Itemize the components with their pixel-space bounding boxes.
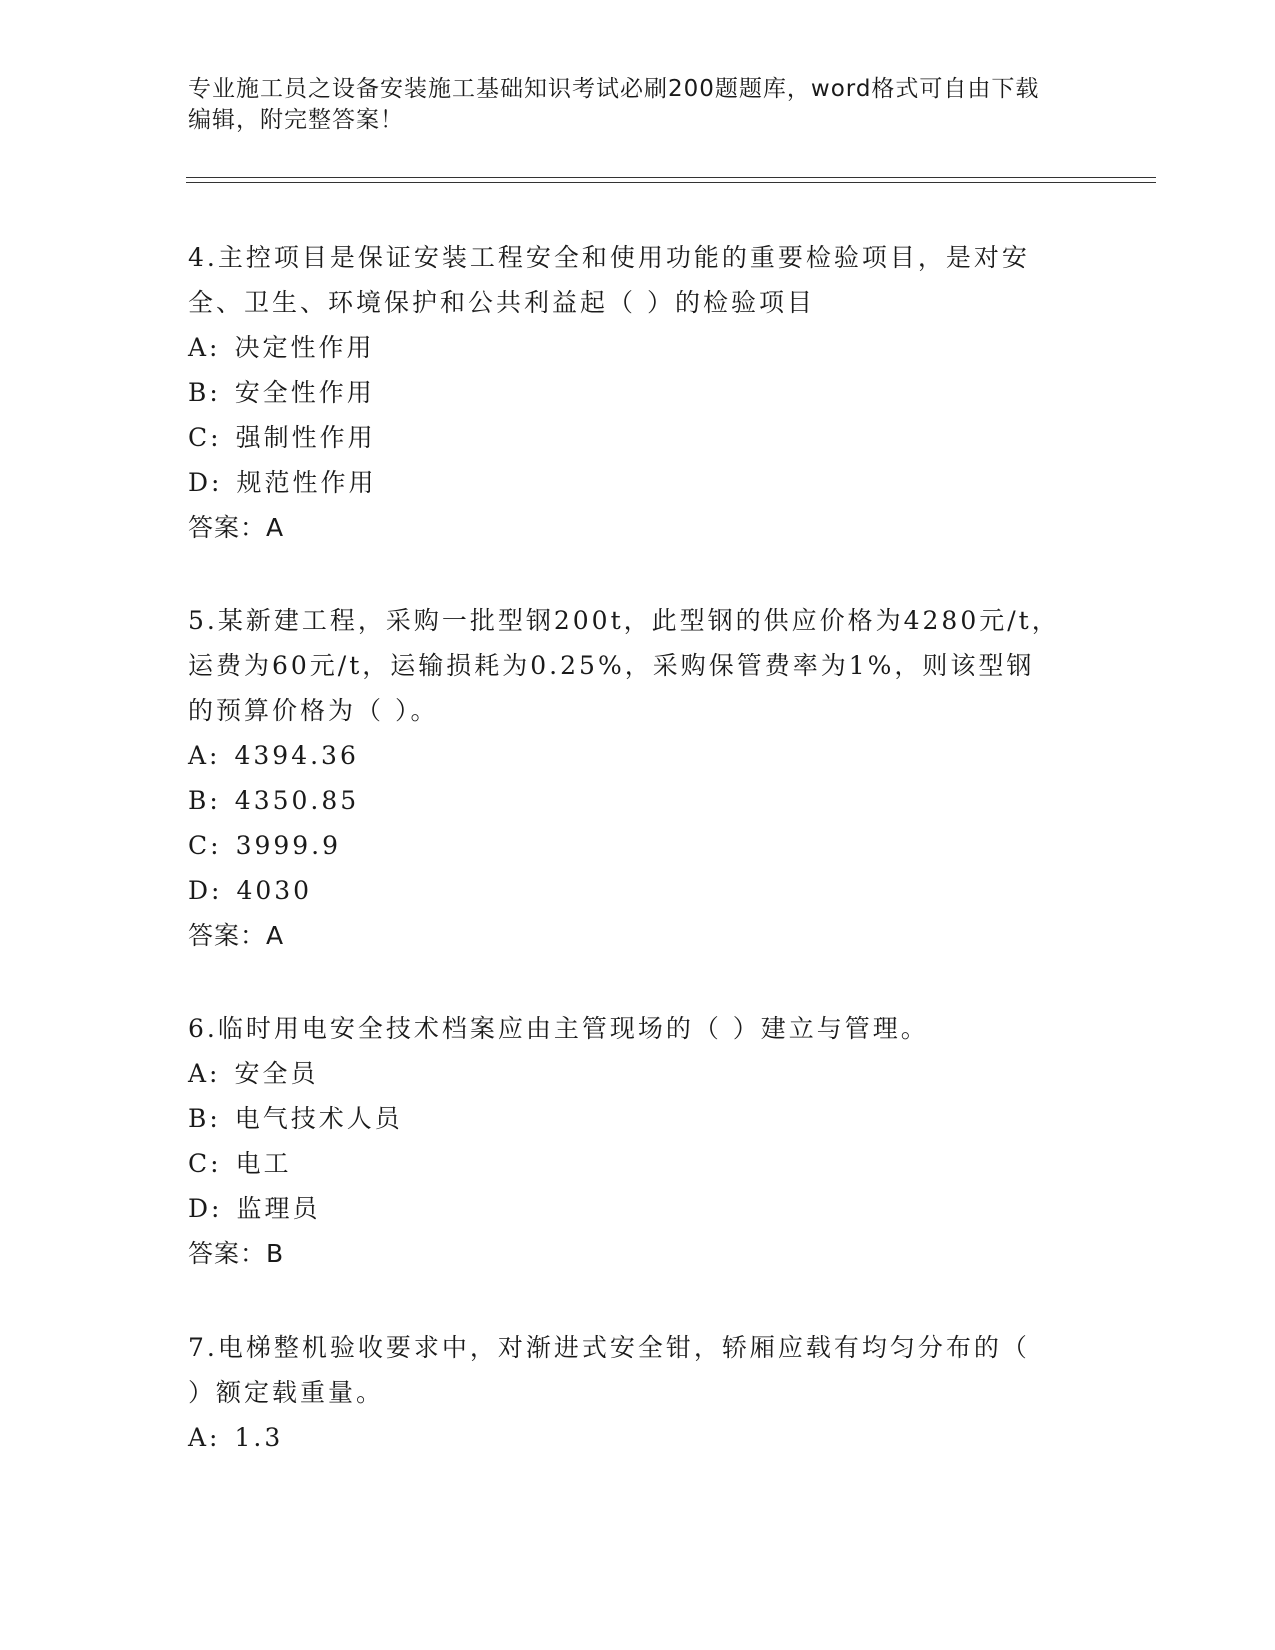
- question-7: [188, 1325, 1068, 1460]
- option-text: 电工: [235, 1149, 292, 1178]
- option-text: 电气技术人员: [234, 1104, 403, 1133]
- option-letter: B:: [188, 786, 221, 815]
- option-text: 4350.85: [234, 786, 360, 815]
- option-d: [188, 1186, 1068, 1231]
- stem-line: 5.某新建工程，采购一批型钢200t，此型钢的供应价格为4280元/t，: [188, 606, 1060, 635]
- question-stem: [188, 235, 1068, 325]
- answer-label: 答案：B: [188, 1239, 285, 1268]
- option-letter: B:: [188, 378, 221, 407]
- question-stem: [188, 1325, 1068, 1415]
- stem-line: 4.主控项目是保证安装工程安全和使用功能的重要检验项目，是对安: [188, 243, 1030, 272]
- option-letter: A:: [188, 1059, 221, 1088]
- option-b: [188, 778, 1068, 823]
- option-letter: C:: [188, 423, 222, 452]
- option-letter: A:: [188, 1423, 221, 1452]
- stem-line: 7.电梯整机验收要求中，对渐进式安全钳，轿厢应载有均匀分布的（: [188, 1333, 1030, 1362]
- answer-label: 答案：A: [188, 513, 285, 542]
- question-stem: [188, 598, 1068, 733]
- option-c: [188, 823, 1068, 868]
- option-letter: A:: [188, 333, 221, 362]
- header-line-1: 专业施工员之设备安装施工基础知识考试必刷200题题库，word格式可自由下载: [188, 76, 1040, 102]
- header-divider-bottom: [186, 182, 1156, 183]
- option-letter: C:: [188, 1149, 222, 1178]
- option-text: 监理员: [236, 1194, 321, 1223]
- option-text: 4394.36: [234, 741, 359, 770]
- option-c: [188, 415, 1068, 460]
- option-c: [188, 1141, 1068, 1186]
- header-divider-top: [186, 177, 1156, 178]
- option-letter: B:: [188, 1104, 221, 1133]
- stem-line: 全、卫生、环境保护和公共利益起（ ）的检验项目: [188, 288, 815, 317]
- option-d: [188, 868, 1068, 913]
- option-text: 强制性作用: [235, 423, 376, 452]
- option-letter: C:: [188, 831, 222, 860]
- option-text: 4030: [236, 876, 313, 905]
- option-text: 规范性作用: [236, 468, 377, 497]
- option-b: [188, 370, 1068, 415]
- option-text: 3999.9: [235, 831, 342, 860]
- option-text: 1.3: [234, 1423, 284, 1452]
- option-a: [188, 1415, 1068, 1460]
- option-letter: D:: [188, 1194, 223, 1223]
- option-text: 决定性作用: [234, 333, 375, 362]
- option-letter: A:: [188, 741, 221, 770]
- option-letter: D:: [188, 468, 223, 497]
- question-5: [188, 598, 1068, 958]
- header-line-2: 编辑，附完整答案！: [188, 107, 404, 133]
- stem-line: 运费为60元/t，运输损耗为0.25%，采购保管费率为1%，则该型钢: [188, 651, 1035, 680]
- stem-line: 的预算价格为（ ）。: [188, 696, 439, 725]
- question-stem: [188, 1006, 1068, 1051]
- option-a: [188, 1051, 1068, 1096]
- option-text: 安全性作用: [234, 378, 375, 407]
- option-text: 安全员: [234, 1059, 319, 1088]
- stem-line: ）额定载重量。: [188, 1378, 385, 1407]
- option-letter: D:: [188, 876, 223, 905]
- option-b: [188, 1096, 1068, 1141]
- option-d: [188, 460, 1068, 505]
- document-header: [188, 74, 1088, 136]
- answer-label: 答案：A: [188, 921, 285, 950]
- stem-line: 6.临时用电安全技术档案应由主管现场的（ ）建立与管理。: [188, 1014, 929, 1043]
- option-a: [188, 733, 1068, 778]
- question-4: [188, 235, 1068, 550]
- option-a: [188, 325, 1068, 370]
- question-6: [188, 1006, 1068, 1276]
